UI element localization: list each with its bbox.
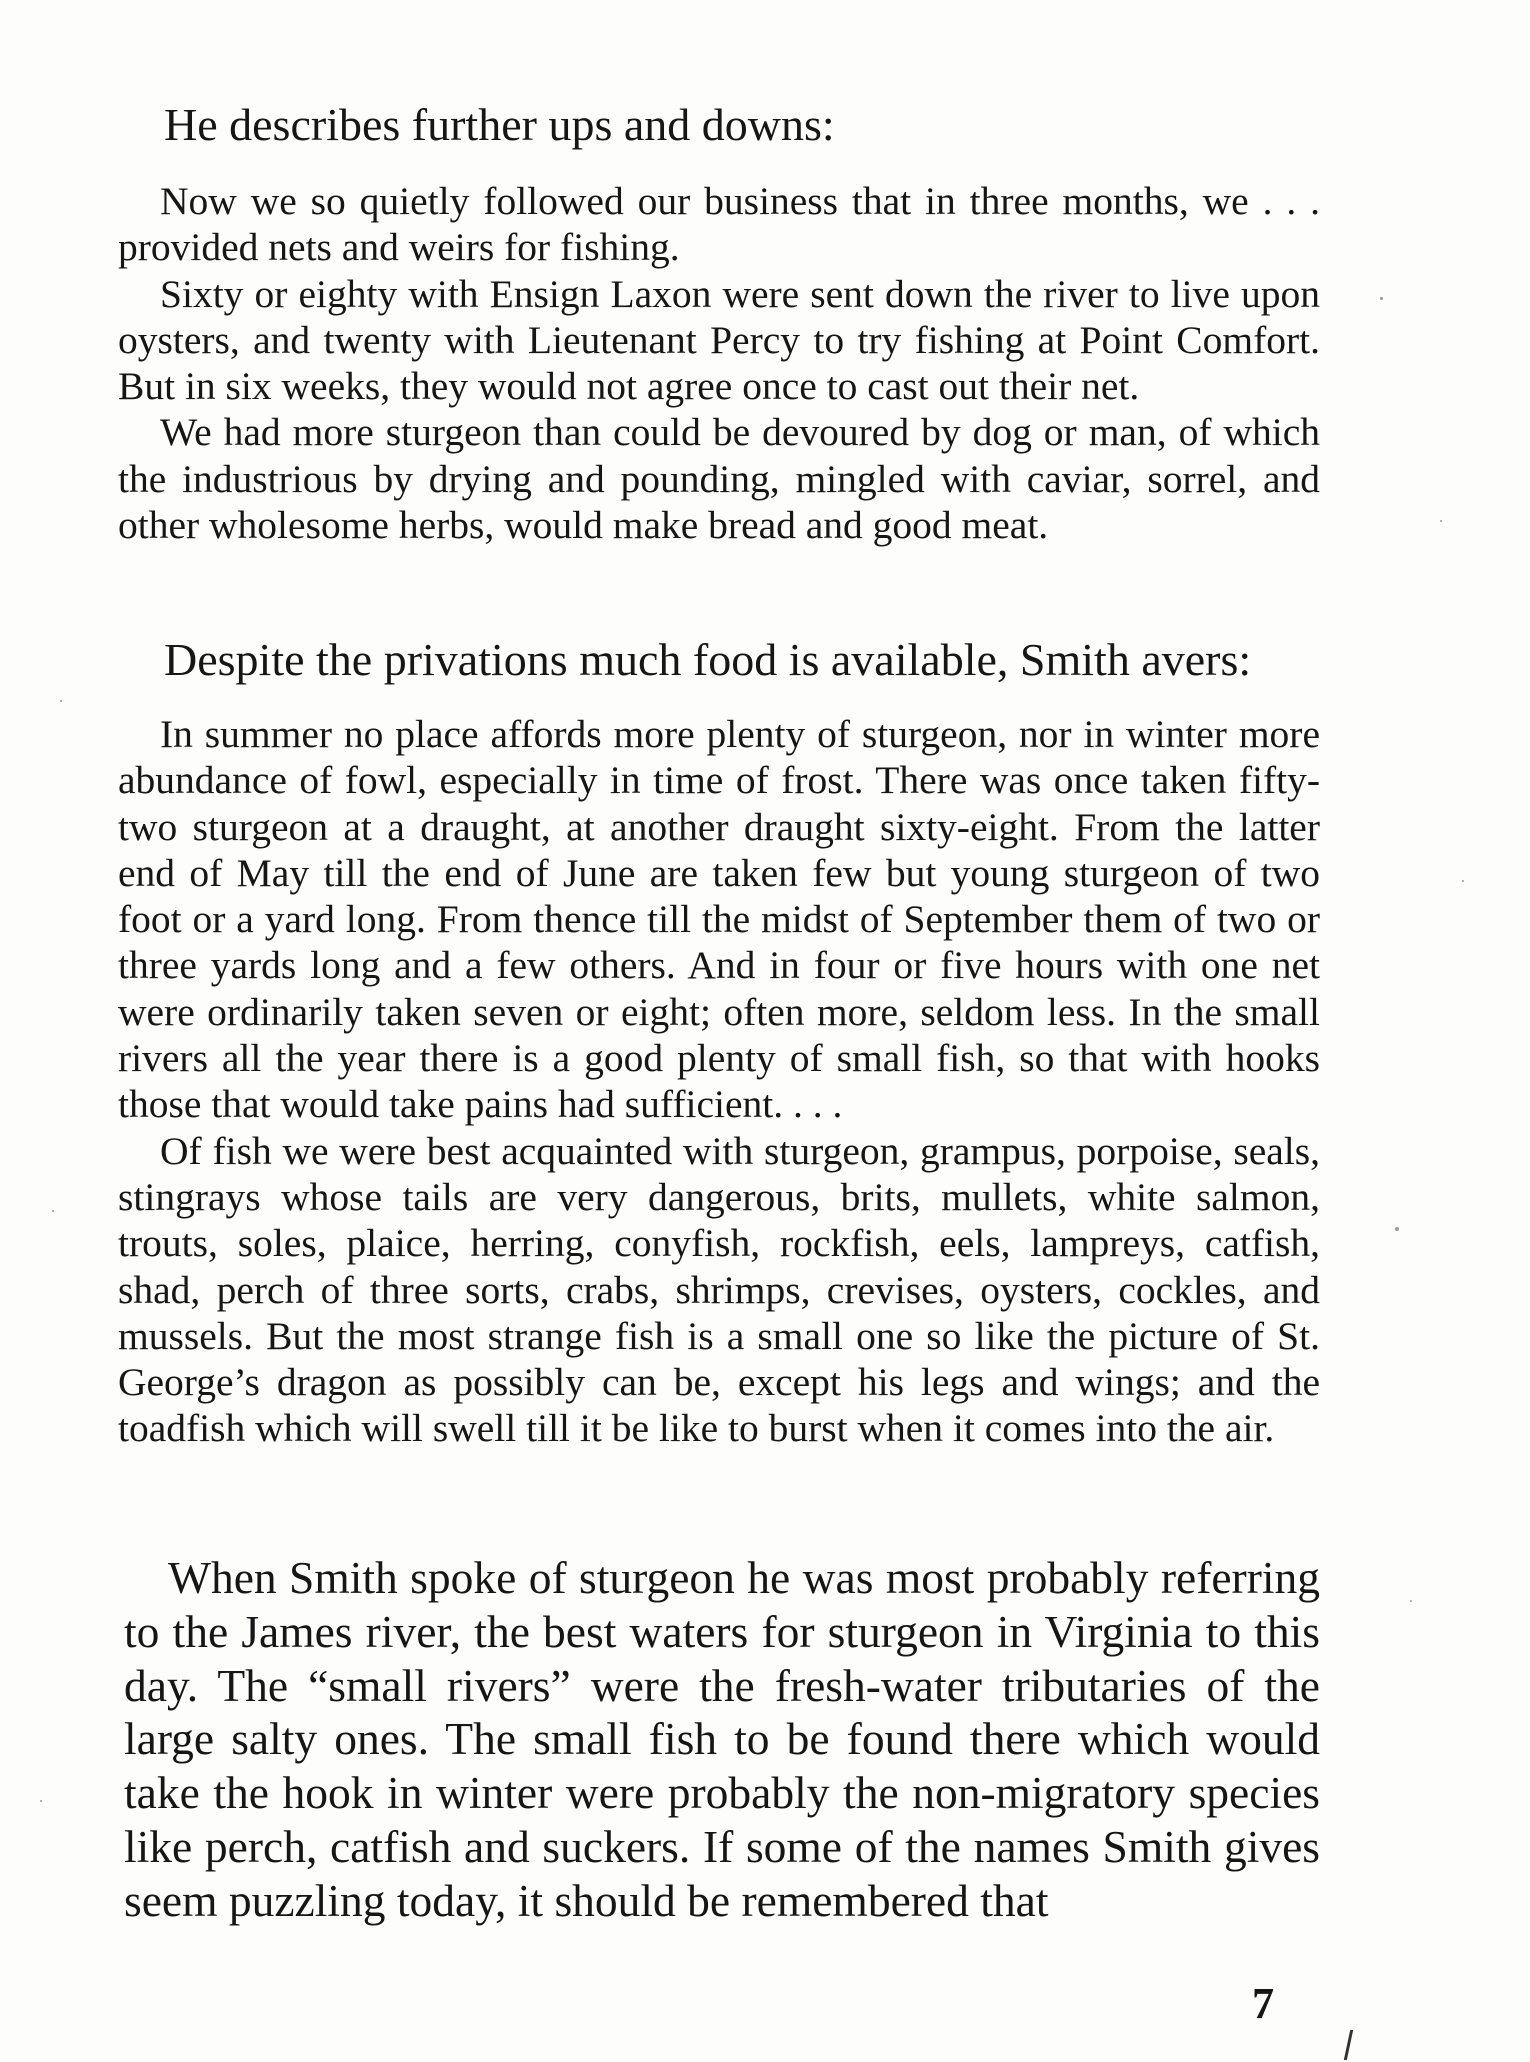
commentary-paragraph: When Smith spoke of sturgeon he was most probably referring to the James river, the best waters for sturgeon in Virginia to this day. The “small rivers” were the fresh-water tributaries of the large salty ones. The small fish to be found there which would take the hook in winter were probably the non-migratory species like perch, catfish and suckers. If some of the names Smith gives seem puzzling today, it should be remembered that xyxy=(124,1552,1320,1926)
scan-speck xyxy=(1462,880,1464,882)
intro-sentence-ups-and-downs: He describes further ups and downs: xyxy=(164,99,835,150)
scan-speck xyxy=(60,700,62,702)
block-quote-fishing-business xyxy=(118,178,1320,548)
scan-speck xyxy=(1410,1600,1412,1602)
page-number: 7 xyxy=(1252,1979,1274,2028)
intro-sentence-smith-avers: Despite the privations much food is available, Smith avers: xyxy=(164,634,1252,685)
quote-paragraph: Sixty or eighty with Ensign Laxon were sent down the river to live upon oysters, and twenty with Lieutenant Percy to try fishing at Point Comfort. But in six weeks, they would not agree once to cast out their net. xyxy=(118,271,1320,409)
block-quote-sturgeon-and-fish xyxy=(118,711,1320,1452)
scan-speck xyxy=(40,1800,42,1802)
quote-paragraph: We had more sturgeon than could be devoured by dog or man, of which the industrious by drying and pounding, mingled with caviar, sorrel, and other wholesome herbs, would make bread and good meat. xyxy=(118,410,1320,548)
quote-paragraph: Of fish we were best acquainted with sturgeon, grampus, porpoise, seals, stingrays whose tails are very dangerous, brits, mullets, white salmon, trouts, soles, plaice, herring, conyfish, rockfish, eels, lampreys, catfish, shad, perch of three sorts, crabs, shrimps, crevises, oysters, cockles, and mussels. But the most strange fish is a small one so like the picture of St. George’s dragon as possibly can be, except his legs and wings; and the toadfish which will swell till it be like to burst when it comes into the air. xyxy=(118,1128,1320,1451)
quote-paragraph: Now we so quietly followed our business that in three months, we . . . provided nets and weirs for fishing. xyxy=(118,179,1320,270)
scan-speck xyxy=(1380,297,1383,300)
scan-speck xyxy=(1440,520,1442,522)
quote-paragraph: In summer no place affords more plenty of sturgeon, nor in winter more abundance of fowl, especially in time of frost. There was once taken fifty-two sturgeon at a draught, at another draught sixty-eight. From the latter end of May till the end of June are taken few but young sturgeon of two foot or a yard long. From thence till the midst of September them of two or three yards long and a few others. And in four or five hours with one net were ordinarily taken seven or eight; often more, seldom less. In the small rivers all the year there is a good plenty of small fish, so that with hooks those that would take pains had sufficient. . . . xyxy=(118,712,1320,1127)
scan-mark xyxy=(1344,2030,1353,2060)
scan-speck xyxy=(1395,1227,1399,1231)
scan-speck xyxy=(52,1210,54,1212)
